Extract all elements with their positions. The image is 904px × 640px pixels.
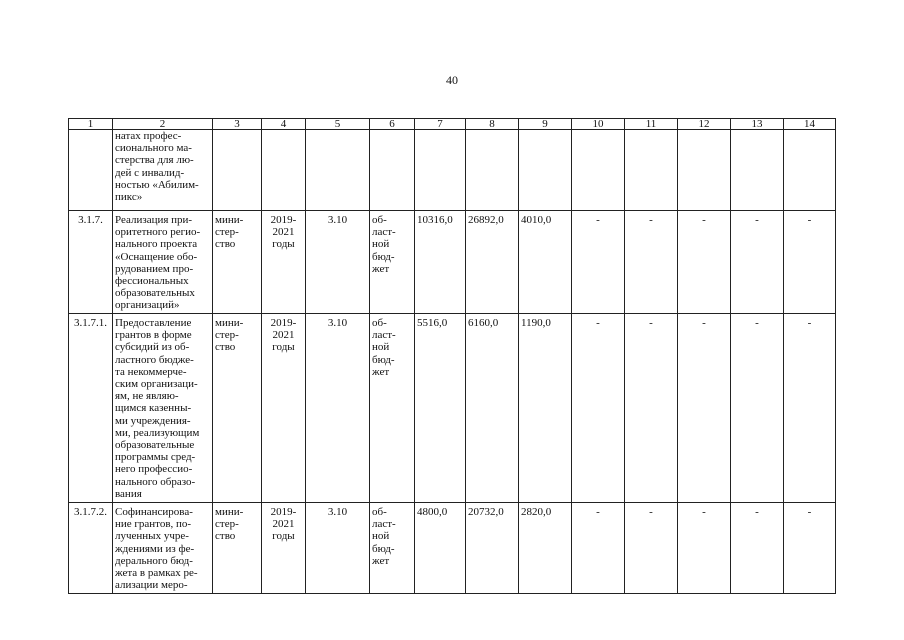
row-period	[262, 130, 306, 211]
col-header-13: 13	[731, 119, 784, 130]
row-code: 3.1.7.1.	[69, 314, 113, 503]
row-period: 2019- 2021 годы	[262, 211, 306, 314]
col-header-3: 3	[213, 119, 262, 130]
row-value-14: -	[784, 314, 836, 503]
row-value-7: 10316,0	[415, 211, 466, 314]
row-code: 3.1.7.2.	[69, 503, 113, 594]
col-header-9: 9	[519, 119, 572, 130]
row-name: Предоставление грантов в форме субсидий из об- ластного бюдже- та некоммерче- ским организаци- ям, не являю- щимся казенны- ми учреждения- ми, реализующим образовательные программы сред- него профессио- нального образо- вания	[113, 314, 213, 503]
row-value-14	[784, 130, 836, 211]
col-header-4: 4	[262, 119, 306, 130]
col-header-10: 10	[572, 119, 625, 130]
row-executor: мини- стер- ство	[213, 503, 262, 594]
col-header-12: 12	[678, 119, 731, 130]
row-executor: мини- стер- ство	[213, 314, 262, 503]
row-value-11	[625, 130, 678, 211]
row-value-7	[415, 130, 466, 211]
row-source: об- ласт- ной бюд- жет	[370, 314, 415, 503]
row-executor	[213, 130, 262, 211]
row-value-14: -	[784, 211, 836, 314]
row-value-12: -	[678, 314, 731, 503]
row-link: 3.10	[306, 211, 370, 314]
col-header-14: 14	[784, 119, 836, 130]
row-value-10: -	[572, 503, 625, 594]
row-period: 2019- 2021 годы	[262, 314, 306, 503]
row-link	[306, 130, 370, 211]
row-value-10	[572, 130, 625, 211]
row-value-10: -	[572, 211, 625, 314]
row-value-7: 4800,0	[415, 503, 466, 594]
row-name: Софинансирова- ние грантов, по- лученных учре- ждениями из фе- дерального бюд- жета в рамках ре- ализации меро-	[113, 503, 213, 594]
row-value-8: 26892,0	[466, 211, 519, 314]
row-value-8: 20732,0	[466, 503, 519, 594]
row-value-9: 1190,0	[519, 314, 572, 503]
row-source: об- ласт- ной бюд- жет	[370, 211, 415, 314]
row-value-9	[519, 130, 572, 211]
row-value-13: -	[731, 314, 784, 503]
row-name: Реализация при- оритетного регио- нального проекта «Оснащение обо- рудованием про- фессиональных образовательных организаций»	[113, 211, 213, 314]
col-header-1: 1	[69, 119, 113, 130]
row-name: натах профес- сионального ма- стерства для лю- дей с инвалид- ностью «Абилим- пикс»	[113, 130, 213, 211]
row-value-11: -	[625, 503, 678, 594]
row-value-13: -	[731, 503, 784, 594]
row-value-12	[678, 130, 731, 211]
table-row	[69, 211, 836, 314]
col-header-11: 11	[625, 119, 678, 130]
budget-table	[68, 118, 836, 594]
row-value-12: -	[678, 503, 731, 594]
row-value-8: 6160,0	[466, 314, 519, 503]
col-header-7: 7	[415, 119, 466, 130]
row-code: 3.1.7.	[69, 211, 113, 314]
page-number: 40	[446, 73, 458, 87]
row-source: об- ласт- ной бюд- жет	[370, 503, 415, 594]
table-row	[69, 130, 836, 211]
row-value-13: -	[731, 211, 784, 314]
row-value-11: -	[625, 314, 678, 503]
header-row	[69, 119, 836, 130]
col-header-8: 8	[466, 119, 519, 130]
row-value-7: 5516,0	[415, 314, 466, 503]
row-value-11: -	[625, 211, 678, 314]
row-value-9: 2820,0	[519, 503, 572, 594]
table-row	[69, 503, 836, 594]
row-value-12: -	[678, 211, 731, 314]
row-value-13	[731, 130, 784, 211]
table-row	[69, 314, 836, 503]
row-period: 2019- 2021 годы	[262, 503, 306, 594]
row-value-9: 4010,0	[519, 211, 572, 314]
col-header-5: 5	[306, 119, 370, 130]
row-executor: мини- стер- ство	[213, 211, 262, 314]
row-link: 3.10	[306, 503, 370, 594]
row-source	[370, 130, 415, 211]
row-value-8	[466, 130, 519, 211]
row-code	[69, 130, 113, 211]
row-value-14: -	[784, 503, 836, 594]
col-header-6: 6	[370, 119, 415, 130]
row-value-10: -	[572, 314, 625, 503]
row-link: 3.10	[306, 314, 370, 503]
col-header-2: 2	[113, 119, 213, 130]
